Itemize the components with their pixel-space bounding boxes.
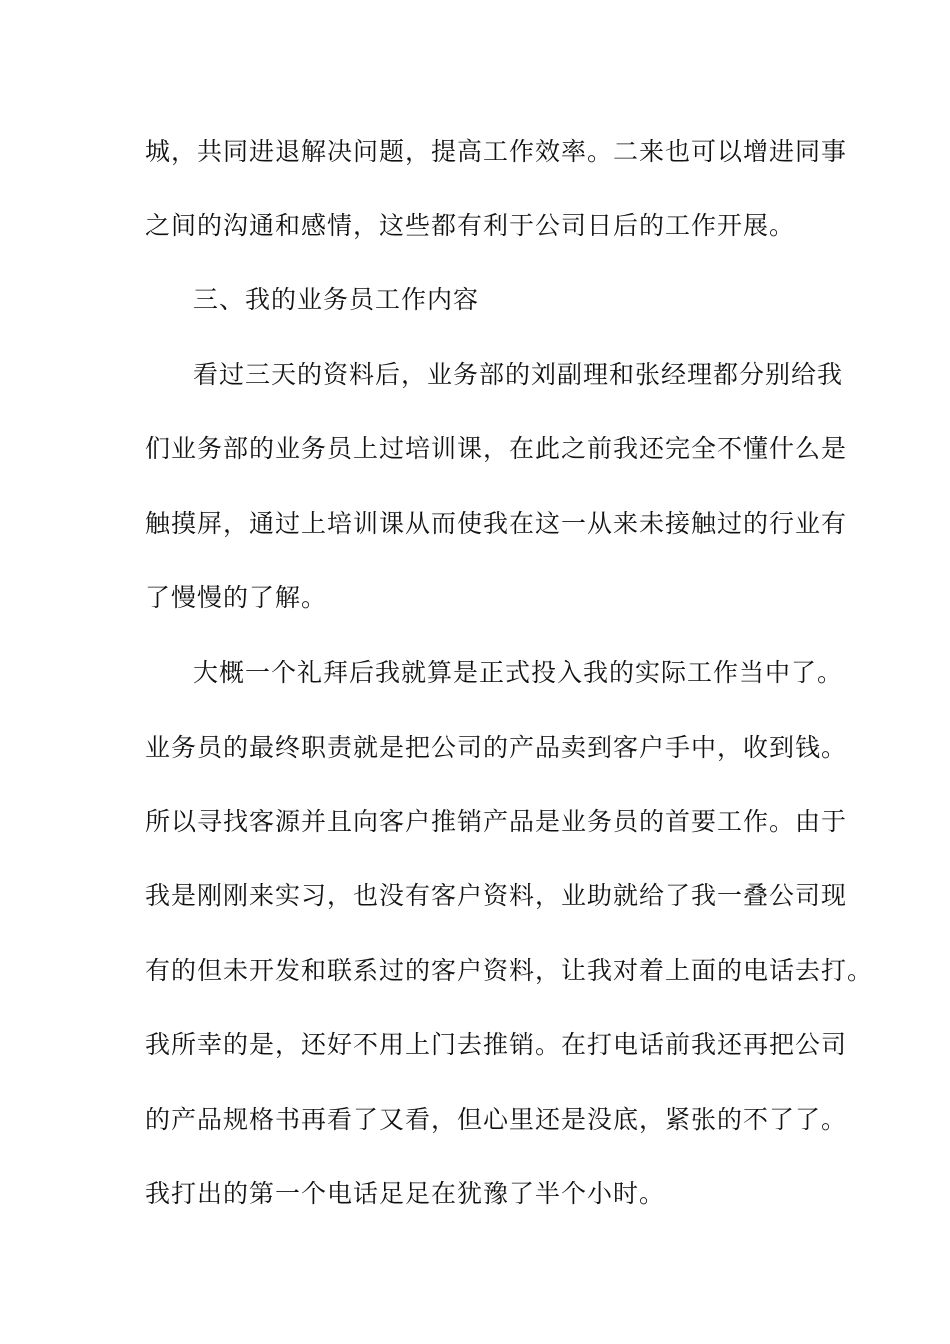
text-line: 我是刚刚来实习，也没有客户资料，业助就给了我一叠公司现 xyxy=(145,881,848,910)
section-heading: 三、我的业务员工作内容 xyxy=(193,285,480,314)
text-line: 的产品规格书再看了又看，但心里还是没底，紧张的不了了。 xyxy=(145,1105,848,1134)
text-line: 我打出的第一个电话足足在犹豫了半个小时。 xyxy=(145,1179,666,1208)
text-line: 触摸屏，通过上培训课从而使我在这一从来未接触过的行业有 xyxy=(145,509,848,538)
text-line: 有的但未开发和联系过的客户资料，让我对着上面的电话去打。 xyxy=(145,956,874,985)
text-line: 看过三天的资料后，业务部的刘副理和张经理都分别给我 xyxy=(193,360,844,389)
text-line: 大概一个礼拜后我就算是正式投入我的实际工作当中了。 xyxy=(193,658,844,687)
text-line: 们业务部的业务员上过培训课，在此之前我还完全不懂什么是 xyxy=(145,434,848,463)
text-line: 业务员的最终职责就是把公司的产品卖到客户手中，收到钱。 xyxy=(145,733,848,762)
text-line: 所以寻找客源并且向客户推销产品是业务员的首要工作。由于 xyxy=(145,807,848,836)
text-line: 了慢慢的了解。 xyxy=(145,583,328,612)
text-line: 之间的沟通和感情，这些都有利于公司日后的工作开展。 xyxy=(145,211,796,240)
text-line: 城，共同进退解决问题，提高工作效率。二来也可以增进同事 xyxy=(145,137,848,166)
text-line: 我所幸的是，还好不用上门去推销。在打电话前我还再把公司 xyxy=(145,1030,848,1059)
